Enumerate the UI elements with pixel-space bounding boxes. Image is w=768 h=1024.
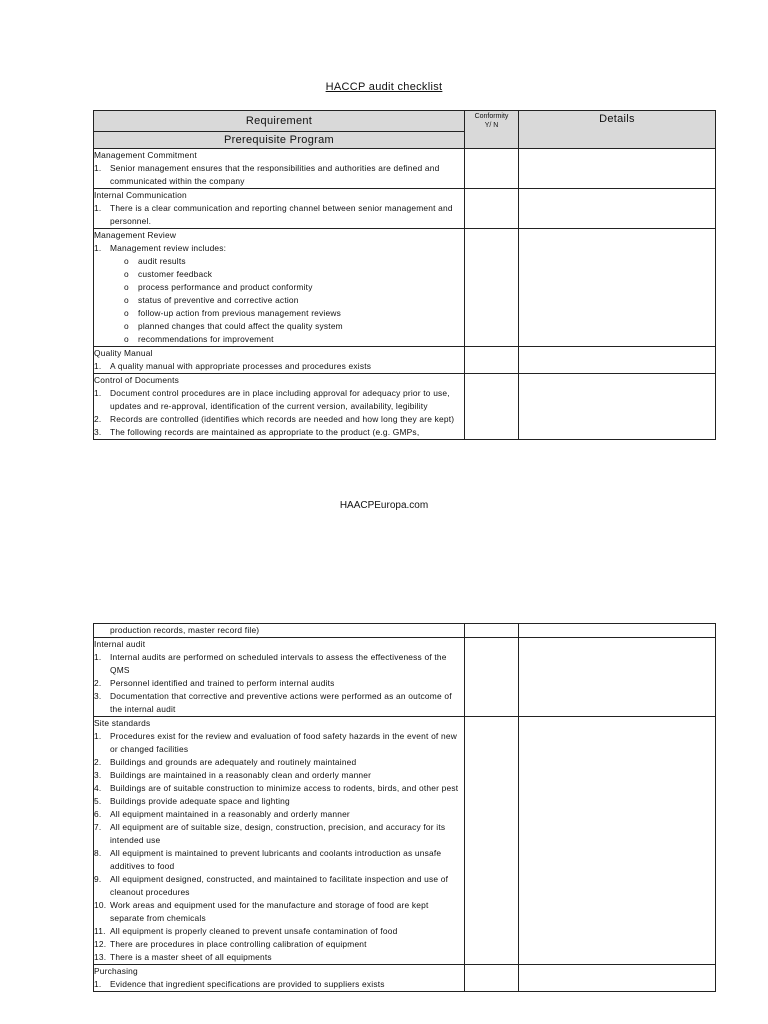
list-item — [94, 426, 464, 439]
sub-item-text: recommendations for improvement — [138, 334, 274, 344]
list-item — [94, 951, 464, 964]
bullet-glyph: o — [124, 334, 129, 344]
list-item — [94, 387, 464, 413]
item-number: 1. — [94, 203, 102, 213]
item-text: A quality manual with appropriate processes and procedures exists — [110, 361, 372, 371]
sub-item-text: process performance and product conformity — [138, 282, 313, 292]
bullet-glyph: o — [124, 295, 129, 305]
requirement-cell — [94, 149, 465, 189]
requirement-cell — [94, 717, 465, 965]
row-heading: Management Review — [94, 230, 177, 240]
table-row — [94, 347, 716, 374]
item-number: 3. — [94, 770, 102, 780]
list-item — [94, 242, 464, 255]
item-text: Records are controlled (identifies which records are needed and how long they are kept) — [110, 414, 455, 424]
page-footer: HAACPEuropa.com — [339, 500, 429, 511]
list-item — [94, 769, 464, 782]
conformity-header-line1: Conformity — [474, 113, 509, 120]
table-row — [94, 638, 716, 717]
table-row — [94, 189, 716, 229]
sub-item-text: audit results — [138, 256, 186, 266]
list-item — [94, 925, 464, 938]
sub-item — [124, 255, 464, 268]
item-text: Management review includes: — [110, 243, 227, 253]
item-number: 1. — [94, 731, 102, 741]
row-heading: Site standards — [94, 718, 151, 728]
item-number: 4. — [94, 783, 102, 793]
sub-item-text: customer feedback — [138, 269, 213, 279]
item-number: 9. — [94, 874, 102, 884]
table-row — [94, 717, 716, 965]
item-number: 1. — [94, 163, 102, 173]
item-text: There is a master sheet of all equipments — [110, 952, 272, 962]
row-heading: Quality Manual — [94, 348, 153, 358]
list-item — [94, 847, 464, 873]
table-row — [94, 624, 716, 638]
list-item — [94, 360, 464, 373]
requirement-cell — [94, 624, 465, 638]
conformity-cell[interactable] — [465, 638, 519, 717]
item-text: All equipment maintained in a reasonably and orderly manner — [110, 809, 350, 819]
list-item — [94, 782, 464, 795]
item-number: 10. — [94, 900, 107, 910]
item-text: All equipment designed, constructed, and maintained to facilitate inspection and use of cleanout procedures — [110, 874, 449, 897]
item-number: 1. — [94, 243, 102, 253]
item-number: 13. — [94, 952, 107, 962]
item-number: 3. — [94, 691, 102, 701]
item-text: All equipment is properly cleaned to prevent unsafe contamination of food — [110, 926, 398, 936]
table-row — [94, 374, 716, 440]
requirement-cell — [94, 374, 465, 440]
table-header-row — [94, 111, 716, 132]
item-number: 3. — [94, 427, 102, 437]
list-item — [94, 202, 464, 228]
details-header: Details — [519, 111, 716, 149]
list-item — [94, 808, 464, 821]
list-item — [94, 162, 464, 188]
sub-item — [124, 281, 464, 294]
row-heading: Control of Documents — [94, 375, 179, 385]
section-title: Prerequisite Program — [94, 132, 465, 149]
item-number: 1. — [94, 361, 102, 371]
audit-checklist-table-continued — [93, 623, 716, 992]
item-number: 2. — [94, 757, 102, 767]
list-item — [94, 730, 464, 756]
sub-item — [124, 294, 464, 307]
sub-item-text: status of preventive and corrective action — [138, 295, 299, 305]
list-item — [94, 413, 464, 426]
item-number: 1. — [94, 388, 102, 398]
sub-item — [124, 307, 464, 320]
sub-item — [124, 320, 464, 333]
table-row — [94, 149, 716, 189]
item-text: Senior management ensures that the responsibilities and authorities are defined and communicated within the company — [110, 163, 440, 186]
list-item — [94, 651, 464, 677]
table-row — [94, 229, 716, 347]
sub-item-text: follow-up action from previous management reviews — [138, 308, 341, 318]
item-text: All equipment are of suitable size, design, construction, precision, and accuracy for its intended use — [110, 822, 446, 845]
conformity-cell[interactable] — [465, 149, 519, 189]
review-subitems — [94, 255, 464, 346]
item-number: 2. — [94, 678, 102, 688]
requirement-cell — [94, 638, 465, 717]
item-number: 2. — [94, 414, 102, 424]
requirement-cell — [94, 229, 465, 347]
requirement-cell — [94, 189, 465, 229]
item-text: Evidence that ingredient specifications are provided to suppliers exists — [110, 979, 385, 989]
list-item — [94, 938, 464, 951]
conformity-cell[interactable] — [465, 965, 519, 992]
item-number: 1. — [94, 652, 102, 662]
requirement-header: Requirement — [94, 111, 465, 132]
item-number: 12. — [94, 939, 107, 949]
requirement-cell — [94, 347, 465, 374]
list-item — [94, 873, 464, 899]
item-number: 1. — [94, 979, 102, 989]
audit-checklist-table — [93, 110, 716, 440]
details-cell[interactable] — [519, 189, 716, 229]
list-item — [94, 795, 464, 808]
list-item — [94, 978, 464, 991]
conformity-header — [465, 111, 519, 149]
item-text: All equipment is maintained to prevent lubricants and coolants introduction as unsafe additives to food — [110, 848, 442, 871]
bullet-glyph: o — [124, 282, 129, 292]
details-cell[interactable] — [519, 229, 716, 347]
sub-item-text: planned changes that could affect the quality system — [138, 321, 343, 331]
conformity-cell[interactable] — [465, 189, 519, 229]
item-text: Document control procedures are in place including approval for adequacy prior to use, updates and re-approval, identification of the current version, availability, legibility — [110, 388, 450, 411]
details-cell[interactable] — [519, 638, 716, 717]
item-text: There are procedures in place controlling calibration of equipment — [110, 939, 367, 949]
details-cell[interactable] — [519, 347, 716, 374]
item-text: Work areas and equipment used for the manufacture and storage of food are kept separate from chemicals — [110, 900, 429, 923]
details-cell[interactable] — [519, 965, 716, 992]
conformity-cell[interactable] — [465, 624, 519, 638]
bullet-glyph: o — [124, 321, 129, 331]
sub-item — [124, 333, 464, 346]
bullet-glyph: o — [124, 269, 129, 279]
list-item — [94, 677, 464, 690]
item-text: Buildings are of suitable construction to minimize access to rodents, birds, and other pest — [110, 783, 459, 793]
item-number: 6. — [94, 809, 102, 819]
bullet-glyph: o — [124, 308, 129, 318]
table-row — [94, 965, 716, 992]
item-text: Procedures exist for the review and evaluation of food safety hazards in the event of new or changed facilities — [110, 731, 457, 754]
item-text: Buildings provide adequate space and lighting — [110, 796, 290, 806]
item-number: 7. — [94, 822, 102, 832]
row-heading: Internal audit — [94, 639, 146, 649]
sub-item — [124, 268, 464, 281]
row-heading: Purchasing — [94, 966, 138, 976]
conformity-cell[interactable] — [465, 374, 519, 440]
document-title: HACCP audit checklist — [325, 81, 443, 93]
item-text: Buildings are maintained in a reasonably clean and orderly manner — [110, 770, 372, 780]
list-item — [94, 821, 464, 847]
row-heading: Management Commitment — [94, 150, 197, 160]
row-heading: Internal Communication — [94, 190, 187, 200]
conformity-cell[interactable] — [465, 717, 519, 965]
list-item — [94, 899, 464, 925]
details-cell[interactable] — [519, 717, 716, 965]
details-cell[interactable] — [519, 149, 716, 189]
item-text: Personnel identified and trained to perform internal audits — [110, 678, 335, 688]
details-cell[interactable] — [519, 624, 716, 638]
item-text: The following records are maintained as appropriate to the product (e.g. GMPs, — [110, 427, 420, 437]
item-number: 11. — [94, 926, 106, 936]
item-text: Internal audits are performed on scheduled intervals to assess the effectiveness of the QMS — [110, 652, 447, 675]
bullet-glyph: o — [124, 256, 129, 266]
list-item — [94, 690, 464, 716]
requirement-cell — [94, 965, 465, 992]
item-text: There is a clear communication and reporting channel between senior management and personnel. — [110, 203, 453, 226]
conformity-cell[interactable] — [465, 229, 519, 347]
continuation-text: production records, master record file) — [110, 625, 260, 635]
list-item — [94, 756, 464, 769]
item-number: 8. — [94, 848, 102, 858]
item-text: Buildings and grounds are adequately and routinely maintained — [110, 757, 357, 767]
item-number: 5. — [94, 796, 102, 806]
details-cell[interactable] — [519, 374, 716, 440]
item-text: Documentation that corrective and preventive actions were performed as an outcome of the internal audit — [110, 691, 452, 714]
conformity-cell[interactable] — [465, 347, 519, 374]
conformity-header-line2: Y/ N — [484, 122, 499, 129]
